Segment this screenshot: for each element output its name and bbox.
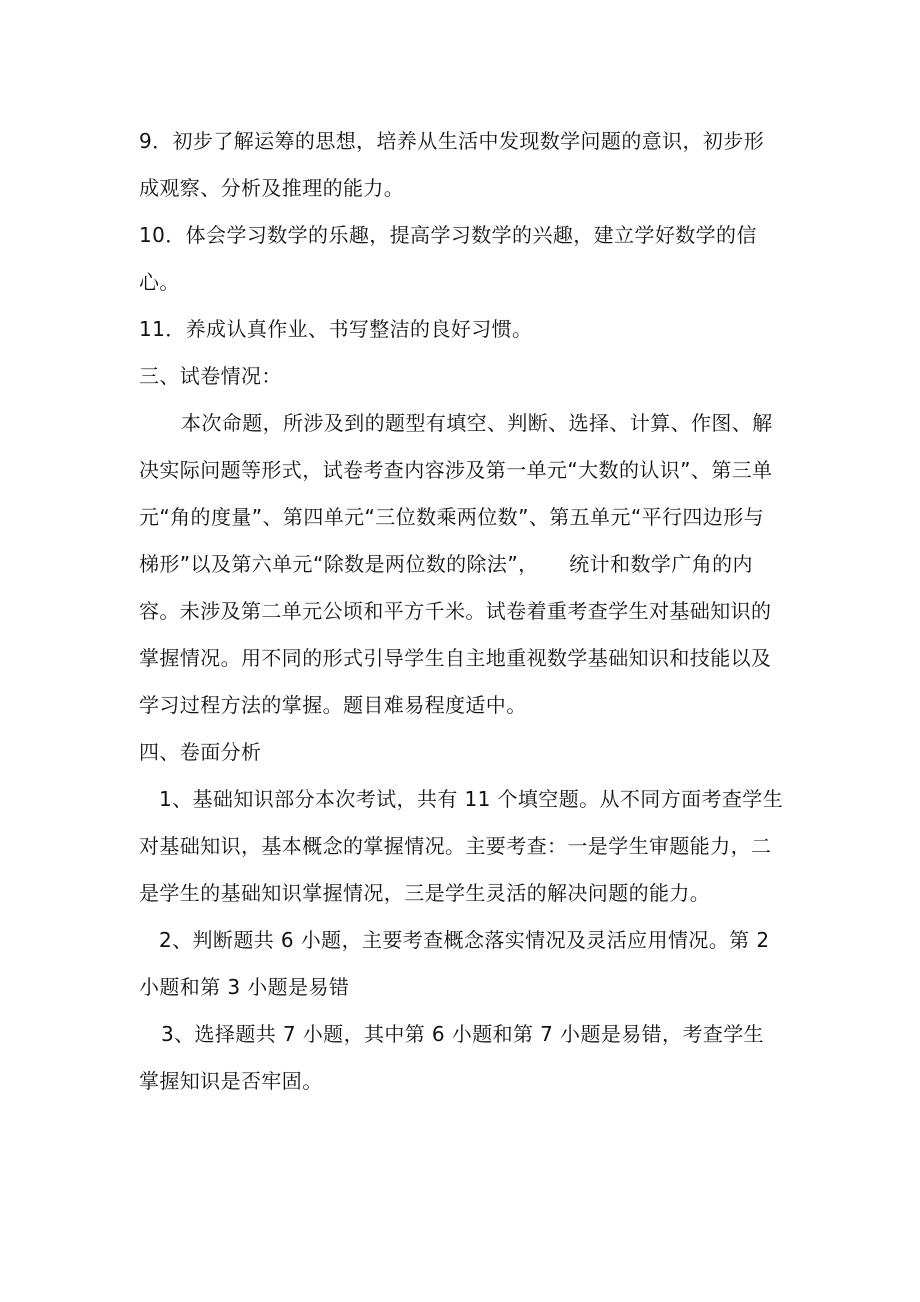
paragraph-item-10: 10．体会学习数学的乐趣，提高学习数学的兴趣，建立学好数学的信心。 bbox=[139, 223, 757, 294]
document-body bbox=[139, 118, 784, 1105]
section-heading-exam-situation: 三、试卷情况： bbox=[139, 364, 282, 388]
paragraph-true-false-analysis: 2、判断题共 6 小题，主要考查概念落实情况及灵活应用情况。第 2 小题和第 3 小题是易错 bbox=[139, 928, 770, 999]
paragraph-exam-description: 本次命题，所涉及到的题型有填空、判断、选择、计算、作图、解决实际问题等形式，试卷考查内容涉及第一单元“大数的认识”、第三单元“角的度量”、第四单元“三位数乘两位数”、第五单元“平行四边形与梯形”以及第六单元“除数是两位数的除法”， 统计和数学广角的内容。未涉及第二单元公顷和平方千米。试卷着重考查学生对基础知识的掌握情况。用不同的形式引导学生自主地重视数学基础知识和技能以及学习过程方法的掌握。题目难易程度适中。 bbox=[139, 411, 773, 717]
paragraph-multiple-choice-analysis: 3、选择题共 7 小题，其中第 6 小题和第 7 小题是易错，考查学生掌握知识是否牢固。 bbox=[139, 1022, 765, 1093]
paragraph-fill-blank-analysis: 1、基础知识部分本次考试，共有 11 个填空题。从不同方面考查学生对基础知识，基本概念的掌握情况。主要考查：一是学生审题能力，二是学生的基础知识掌握情况，三是学生灵活的解决问题的能力。 bbox=[139, 787, 784, 905]
paragraph-item-11: 11．养成认真作业、书写整洁的良好习惯。 bbox=[139, 317, 533, 341]
section-heading-paper-analysis: 四、卷面分析 bbox=[139, 740, 262, 764]
paragraph-item-9: 9．初步了解运筹的思想，培养从生活中发现数学问题的意识，初步形成观察、分析及推理的能力。 bbox=[139, 129, 765, 200]
